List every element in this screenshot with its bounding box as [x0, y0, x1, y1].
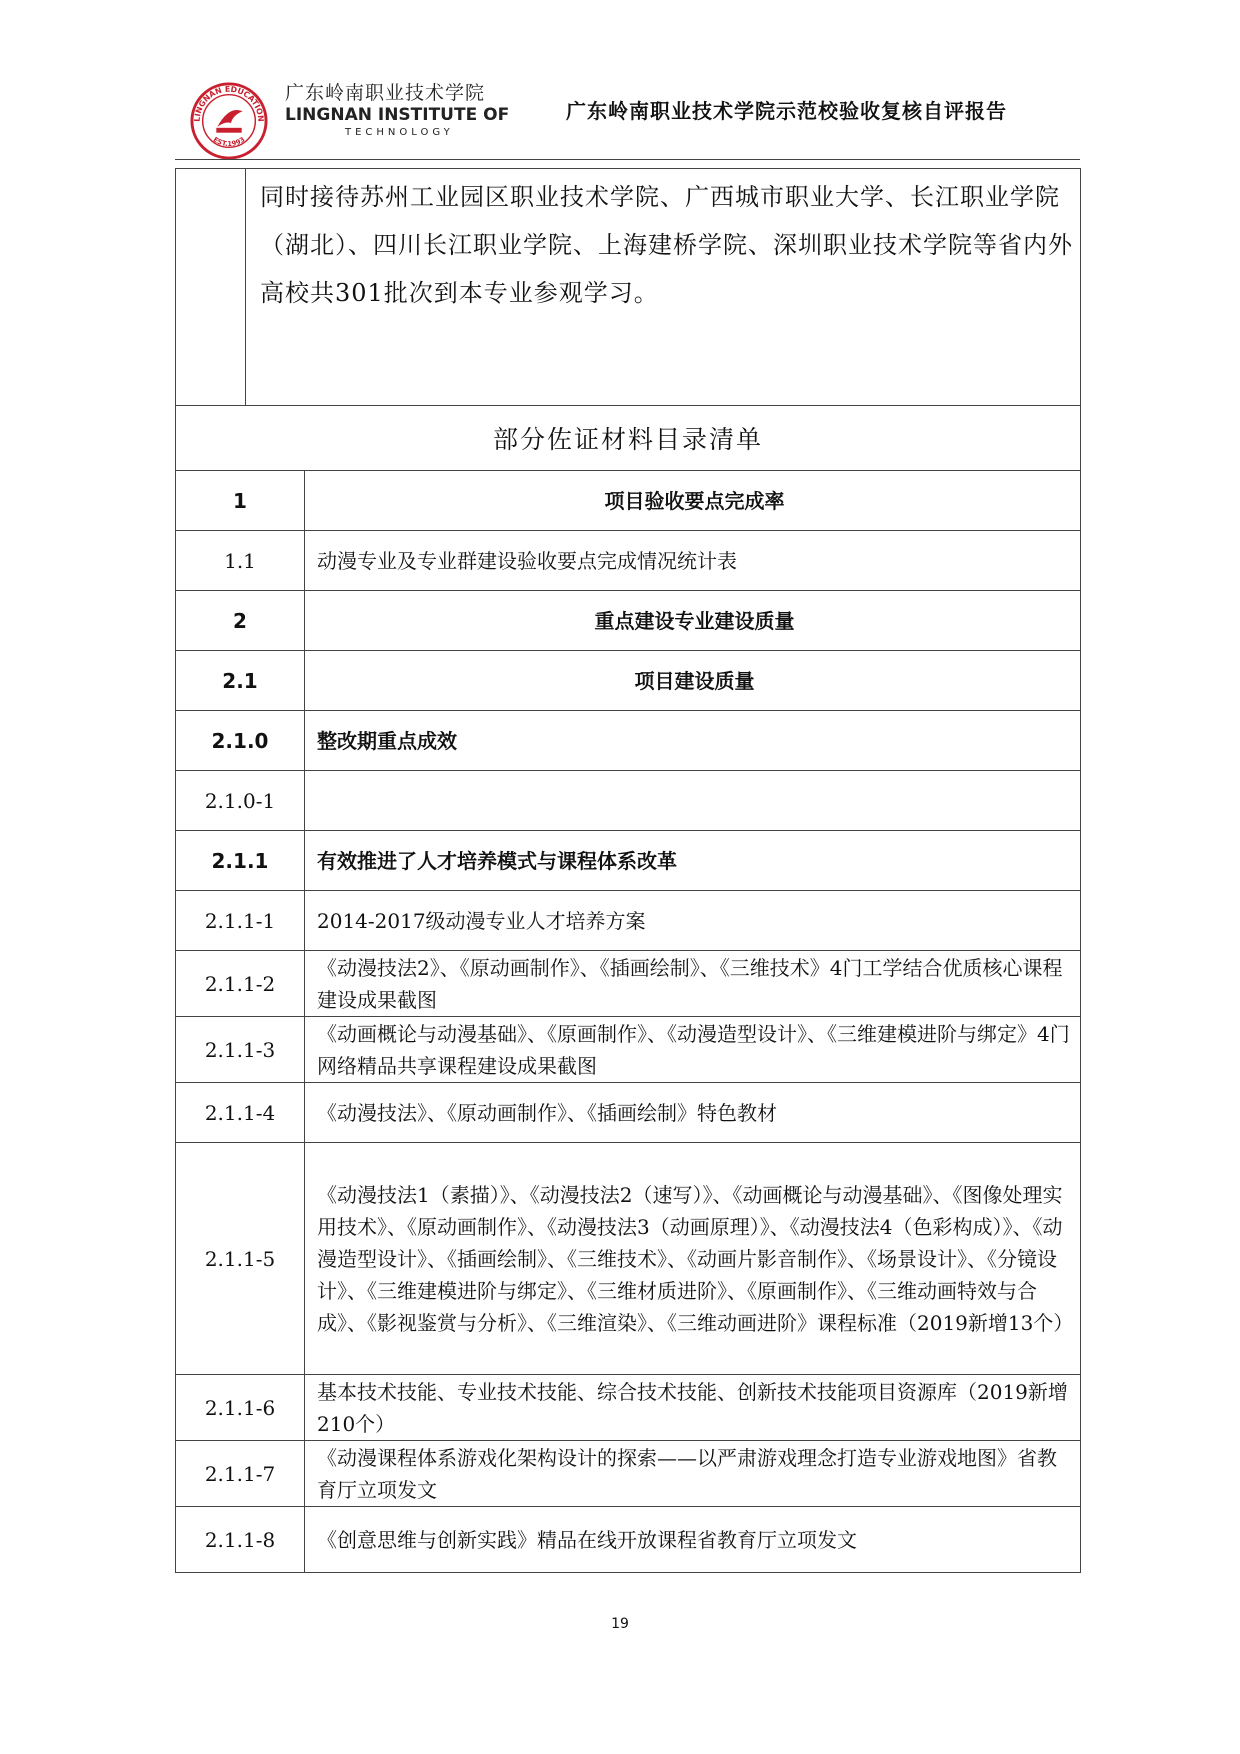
- row-text: [305, 771, 1081, 831]
- table-row: [176, 771, 1081, 831]
- continuation-row: [176, 169, 1081, 406]
- page-header: [0, 0, 1240, 160]
- row-text: 项目建设质量: [305, 651, 1081, 711]
- continuation-margin-cell: [176, 169, 246, 406]
- table-row: [176, 651, 1081, 711]
- row-number: 1: [176, 471, 305, 531]
- table-row: [176, 1375, 1081, 1441]
- evidence-list: [176, 471, 1081, 1573]
- row-text: 基本技术技能、专业技术技能、综合技术技能、创新技术技能项目资源库（2019新增210个）: [305, 1375, 1081, 1441]
- svg-text:EST.1993: EST.1993: [211, 135, 247, 149]
- row-number: 2.1.0: [176, 711, 305, 771]
- row-text: 有效推进了人才培养模式与课程体系改革: [305, 831, 1081, 891]
- row-number: 2.1.1-5: [176, 1143, 305, 1375]
- table-row: [176, 1143, 1081, 1375]
- report-title: 广东岭南职业技术学院示范校验收复核自评报告: [566, 99, 1007, 123]
- row-number: 2: [176, 591, 305, 651]
- row-text: 动漫专业及专业群建设验收要点完成情况统计表: [305, 531, 1081, 591]
- row-number: 2.1.0-1: [176, 771, 305, 831]
- school-name-cn: 广东岭南职业技术学院: [285, 82, 486, 104]
- row-number: 2.1.1-2: [176, 951, 305, 1017]
- evidence-table: [175, 168, 1081, 1573]
- table-row: [176, 1083, 1081, 1143]
- row-text: 《创意思维与创新实践》精品在线开放课程省教育厅立项发文: [305, 1507, 1081, 1573]
- row-number: 2.1: [176, 651, 305, 711]
- row-number: 2.1.1-7: [176, 1441, 305, 1507]
- table-row: [176, 711, 1081, 771]
- table-row: [176, 1507, 1081, 1573]
- row-number: 2.1.1-1: [176, 891, 305, 951]
- row-text: 《动漫技法》、《原动画制作》、《插画绘制》特色教材: [305, 1083, 1081, 1143]
- school-seal-logo: [190, 82, 268, 160]
- table-row: [176, 591, 1081, 651]
- row-text: 重点建设专业建设质量: [305, 591, 1081, 651]
- row-number: 2.1.1: [176, 831, 305, 891]
- row-text: 2014-2017级动漫专业人才培养方案: [305, 891, 1081, 951]
- section-title-row: [176, 406, 1081, 471]
- school-name-en: LINGNAN INSTITUTE OF: [285, 105, 510, 125]
- table-row: [176, 1017, 1081, 1083]
- school-name-en-line2: TECHNOLOGY: [345, 127, 454, 138]
- row-text: 《动漫技法2》、《原动画制作》、《插画绘制》、《三维技术》4门工学结合优质核心课程建设成果截图: [305, 951, 1081, 1017]
- table-row: [176, 831, 1081, 891]
- page-number: 19: [611, 1616, 629, 1632]
- svg-text:LINGNAN EDUCATION: LINGNAN EDUCATION: [192, 84, 266, 123]
- school-logo-text: [285, 82, 509, 140]
- row-number: 2.1.1-4: [176, 1083, 305, 1143]
- table-row: [176, 471, 1081, 531]
- table-row: [176, 891, 1081, 951]
- row-text: 项目验收要点完成率: [305, 471, 1081, 531]
- row-text: 《动画概论与动漫基础》、《原画制作》、《动漫造型设计》、《三维建模进阶与绑定》4门网络精品共享课程建设成果截图: [305, 1017, 1081, 1083]
- row-number: 2.1.1-8: [176, 1507, 305, 1573]
- header-divider: [175, 159, 1080, 160]
- row-text: 《动漫课程体系游戏化架构设计的探索——以严肃游戏理念打造专业游戏地图》省教育厅立项发文: [305, 1441, 1081, 1507]
- row-number: 2.1.1-3: [176, 1017, 305, 1083]
- row-text: 《动漫技法1（素描）》、《动漫技法2（速写）》、《动画概论与动漫基础》、《图像处理实用技术》、《原动画制作》、《动漫技法3（动画原理）》、《动漫技法4（色彩构成）》、《动漫造型设计》、《插画绘制》、《三维技术》、《动画片影音制作》、《场景设计》、《分镜设计》、《三维建模进阶与绑定》、《三维材质进阶》、《原画制作》、《三维动画特效与合成》、《影视鉴赏与分析》、《三维渲染》、《三维动画进阶》课程标准（2019新增13个）: [305, 1143, 1081, 1375]
- table-row: [176, 1441, 1081, 1507]
- row-text: 整改期重点成效: [305, 711, 1081, 771]
- table-row: [176, 951, 1081, 1017]
- continuation-text: 同时接待苏州工业园区职业技术学院、广西城市职业大学、长江职业学院（湖北）、四川长江职业学院、上海建桥学院、深圳职业技术学院等省内外高校共301批次到本专业参观学习。: [246, 169, 1081, 406]
- row-number: 1.1: [176, 531, 305, 591]
- row-number: 2.1.1-6: [176, 1375, 305, 1441]
- section-title: 部分佐证材料目录清单: [176, 406, 1081, 471]
- table-row: [176, 531, 1081, 591]
